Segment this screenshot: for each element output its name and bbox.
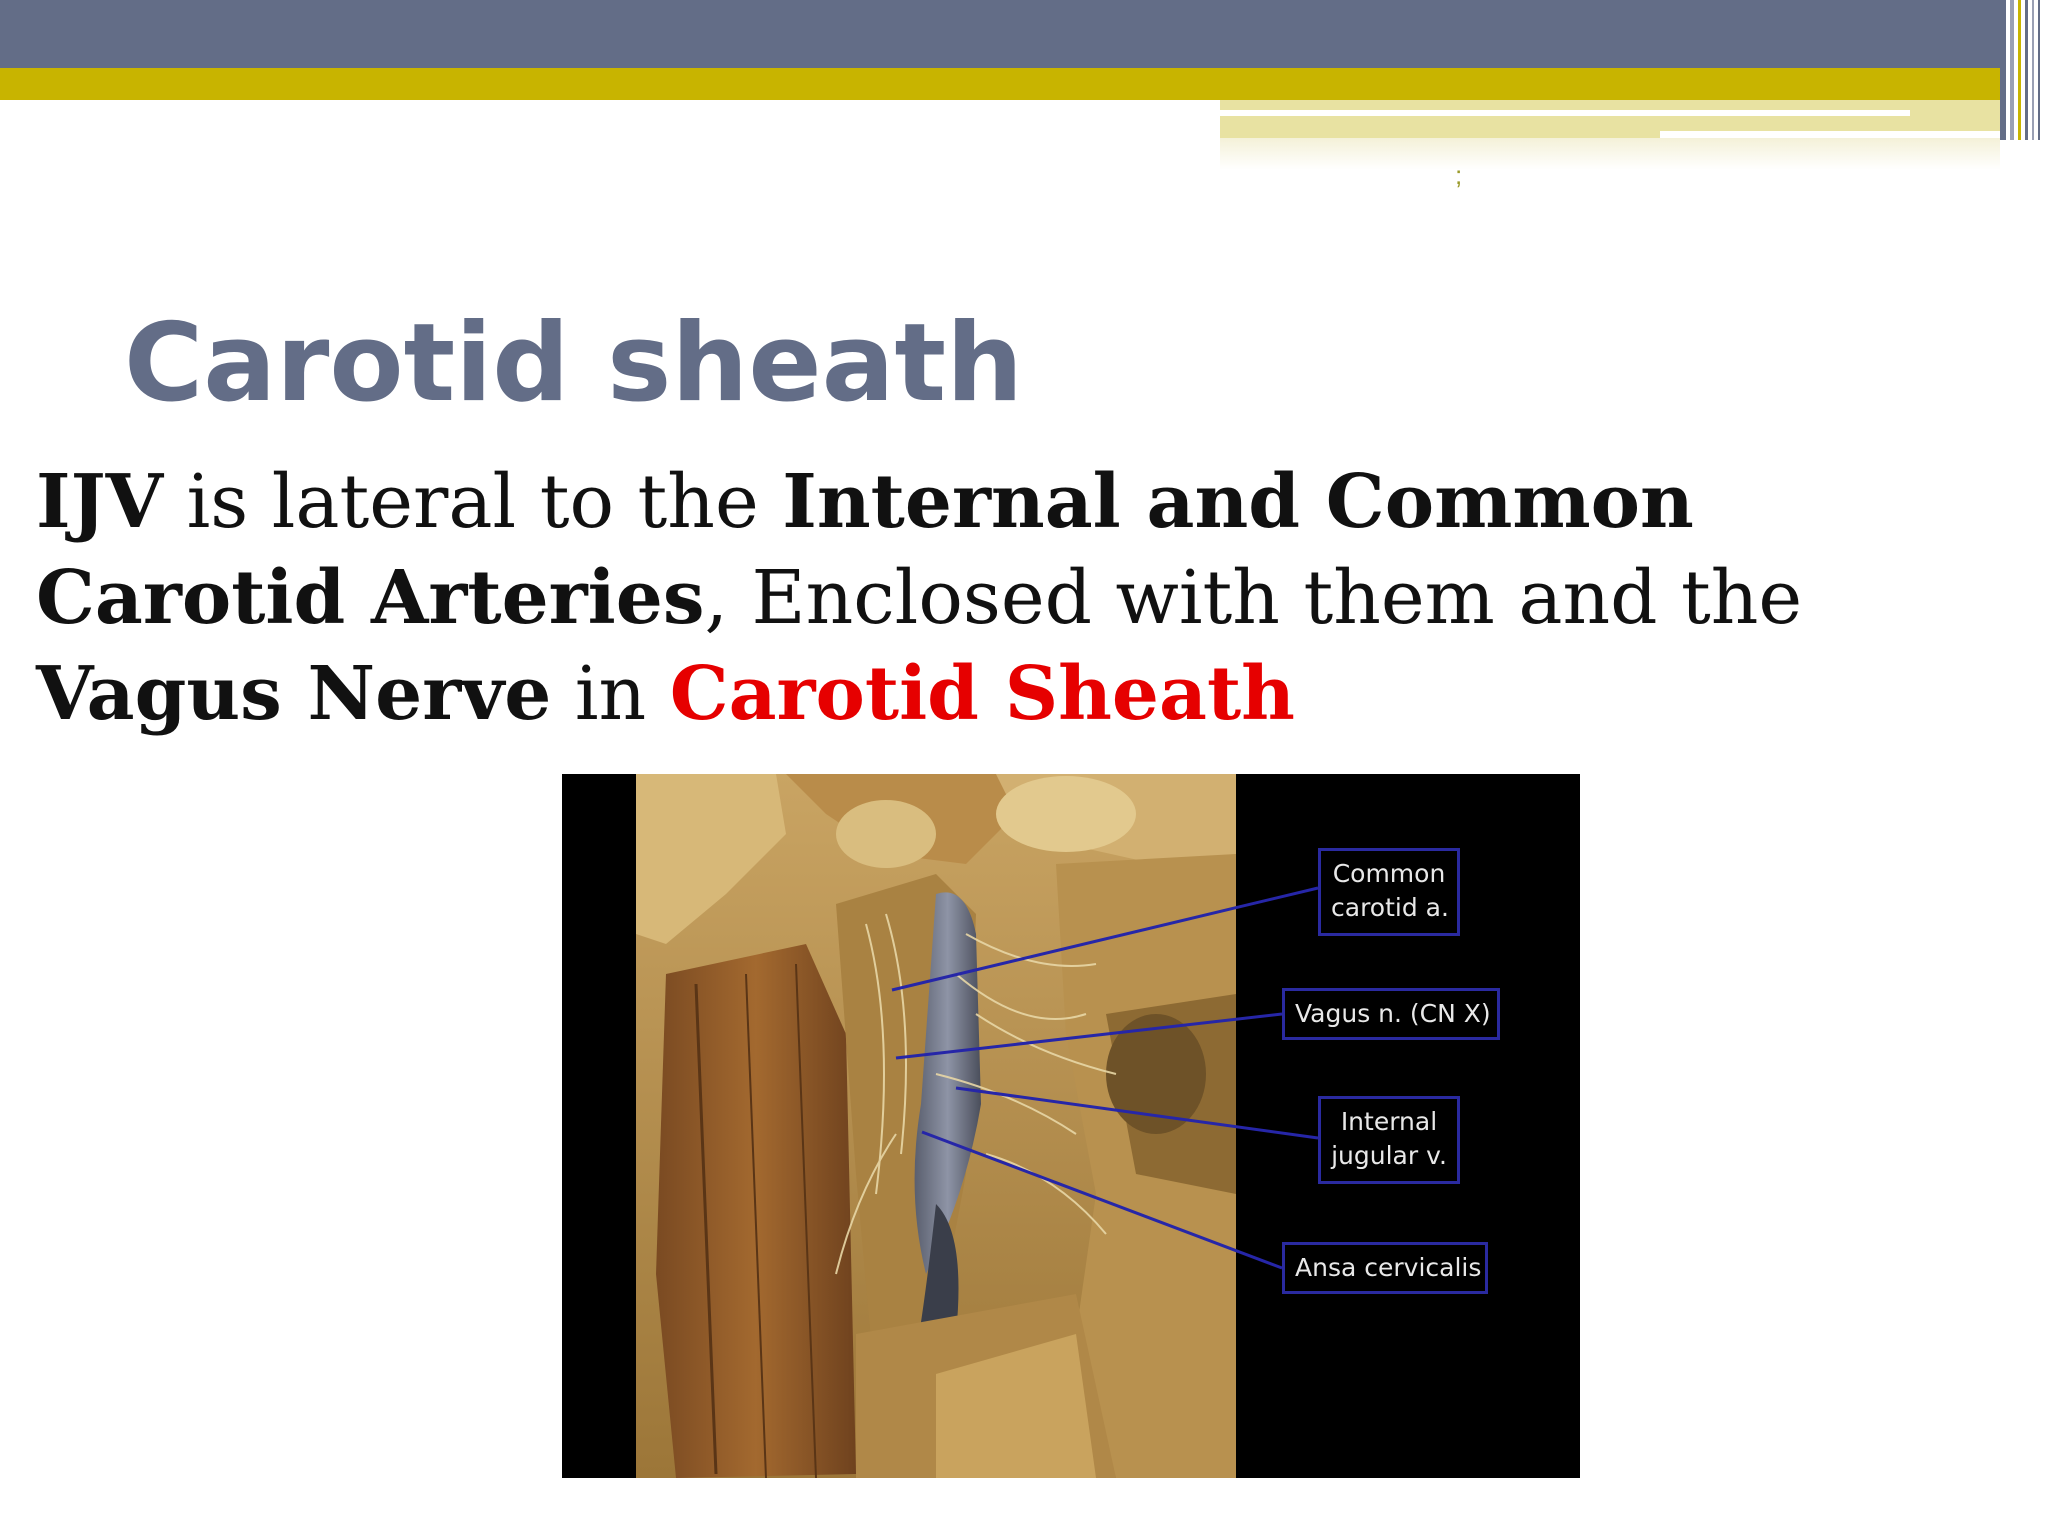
label-text: carotid a.: [1331, 893, 1449, 922]
header-vertical-bars: [2000, 0, 2048, 140]
term-vagus-nerve: Vagus Nerve: [36, 651, 552, 737]
body-line-1: [36, 454, 2026, 550]
dissection-image: [562, 774, 1580, 1478]
term-internal-common: Internal and Common: [782, 459, 1694, 545]
slide-title: Carotid sheath: [124, 301, 1023, 426]
leader-vagus: [896, 1014, 1282, 1058]
body-text-run: , Enclosed with them and the: [704, 555, 1803, 641]
label-ansa-cervicalis: [1282, 1242, 1488, 1294]
body-line-2: [36, 550, 2026, 646]
body-line-3: [36, 646, 2026, 742]
header-band-line-2: [1660, 131, 2000, 138]
term-ijv: IJV: [36, 459, 164, 545]
label-text: Common: [1332, 859, 1446, 888]
label-text: Ansa cervicalis: [1295, 1253, 1482, 1282]
leader-ijv: [956, 1088, 1318, 1138]
term-carotid-sheath: Carotid Sheath: [669, 651, 1295, 737]
term-carotid-arteries: Carotid Arteries: [36, 555, 705, 641]
stray-mark: ;: [1455, 160, 1463, 190]
label-text: Vagus n. (CN X): [1295, 999, 1491, 1028]
header-band-gold: [0, 68, 2000, 100]
label-text: Internal: [1340, 1107, 1438, 1136]
header-band-fade: [1220, 138, 2000, 170]
label-text: jugular v.: [1331, 1141, 1447, 1170]
leader-common-carotid: [892, 888, 1318, 990]
label-internal-jugular: [1318, 1096, 1460, 1184]
leader-ansa: [922, 1132, 1282, 1268]
body-text-run: is lateral to the: [163, 459, 783, 545]
header-band-line: [1220, 110, 1910, 116]
label-common-carotid: [1318, 848, 1460, 936]
label-vagus-nerve: [1282, 988, 1500, 1040]
header-band-slate: [0, 0, 2000, 68]
body-text: [36, 454, 2026, 742]
body-text-run: in: [551, 651, 670, 737]
